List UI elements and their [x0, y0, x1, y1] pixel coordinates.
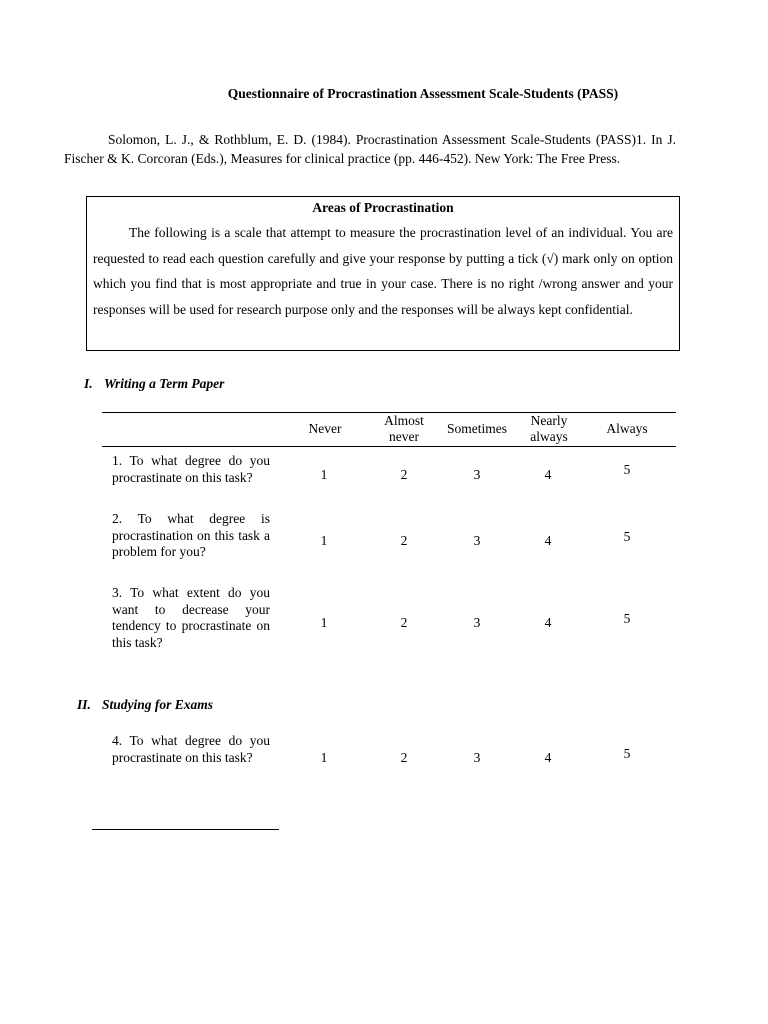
option-1[interactable]: 1 [320, 750, 328, 765]
option-3[interactable]: 3 [473, 467, 481, 482]
section-number: I. [84, 376, 93, 391]
question-text: To what degree do you procrastinate on this task? [112, 453, 270, 485]
option-1[interactable]: 1 [320, 533, 328, 548]
option-5[interactable]: 5 [623, 611, 631, 626]
option-1[interactable]: 1 [320, 615, 328, 630]
areas-of-procrastination-box [86, 196, 680, 351]
question-text: To what degree is procrastination on this task a problem for you? [112, 511, 270, 559]
question-number: 4. [112, 733, 123, 748]
areas-instructions-text: The following is a scale that attempt to measure the procrastination level of an individual. You are requested to read each question carefully and give your response by putting a tick (√) mark only on option which you find that is most appropriate and true in your case. There is no right /wrong answer and your responses will be used for research purpose only and the responses will be always kept confidential. [93, 225, 673, 317]
option-2[interactable]: 2 [400, 750, 408, 765]
option-3[interactable]: 3 [473, 615, 481, 630]
question-4 [112, 733, 270, 766]
option-5[interactable]: 5 [623, 462, 631, 477]
document-title: Questionnaire of Procrastination Assessment Scale-Students (PASS) [227, 86, 619, 101]
question-text: To what degree do you procrastinate on this task? [112, 733, 270, 765]
option-1[interactable]: 1 [320, 467, 328, 482]
question-text: To what extent do you want to decrease your tendency to procrastinate on this task? [112, 585, 271, 650]
areas-instructions [93, 220, 673, 322]
header-almost-never: Almost never [384, 413, 424, 444]
option-3[interactable]: 3 [473, 533, 481, 548]
areas-title: Areas of Procrastination [312, 200, 454, 215]
question-1 [112, 453, 270, 486]
citation-text: Solomon, L. J., & Rothblum, E. D. (1984). Procrastination Assessment Scale-Students (PASS)1. In J. Fischer & K. Corcoran (Eds.), Measures for clinical practice (pp. 446-452). New York: The Free Press. [64, 132, 676, 166]
section-title: Studying for Exams [102, 697, 214, 712]
option-5[interactable]: 5 [623, 529, 631, 544]
option-4[interactable]: 4 [544, 533, 552, 548]
header-always: Always [606, 421, 648, 436]
option-5[interactable]: 5 [623, 746, 631, 761]
option-2[interactable]: 2 [400, 533, 408, 548]
section-title: Writing a Term Paper [104, 376, 225, 391]
option-2[interactable]: 2 [400, 615, 408, 630]
footnote-separator [92, 829, 279, 830]
question-number: 3. [112, 585, 123, 600]
option-4[interactable]: 4 [544, 615, 552, 630]
question-number: 2. [112, 511, 123, 526]
question-number: 1. [112, 453, 123, 468]
option-4[interactable]: 4 [544, 467, 552, 482]
header-sometimes: Sometimes [447, 421, 507, 436]
option-2[interactable]: 2 [400, 467, 408, 482]
option-4[interactable]: 4 [544, 750, 552, 765]
question-3 [112, 585, 270, 651]
section-heading-term-paper [84, 376, 224, 392]
question-2 [112, 511, 270, 561]
section-number: II. [77, 697, 91, 712]
section-heading-studying-exams [77, 697, 213, 713]
option-3[interactable]: 3 [473, 750, 481, 765]
header-nearly-always: Nearly always [530, 413, 568, 444]
table-header-rule [102, 446, 676, 447]
header-never: Never [308, 421, 342, 436]
citation-paragraph [64, 131, 676, 168]
